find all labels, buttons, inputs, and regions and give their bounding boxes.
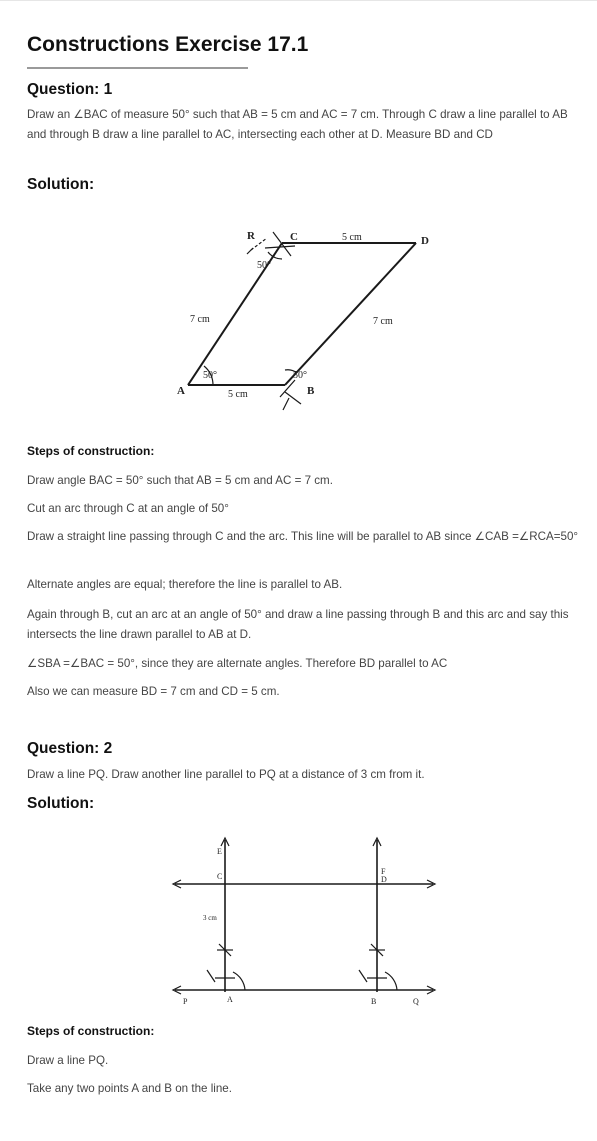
question-2-heading: Question: 2 <box>27 740 113 757</box>
steps-2-heading: Steps of construction: <box>27 1024 155 1038</box>
line-bd <box>285 243 416 385</box>
label-b: B <box>307 385 315 397</box>
solution-1-heading: Solution: <box>27 176 95 193</box>
solution-2-heading: Solution: <box>27 795 95 812</box>
question-1-heading: Question: 1 <box>27 81 113 98</box>
label-distance: 3 cm <box>203 914 217 922</box>
arc-mark-b1 <box>359 970 367 982</box>
label-bottom-length: 5 cm <box>228 389 248 400</box>
label-q: Q <box>413 997 419 1006</box>
label-b: B <box>371 997 377 1006</box>
arc-mark-a1 <box>207 970 215 982</box>
title-underline <box>27 67 248 69</box>
label-top-length: 5 cm <box>342 232 362 243</box>
label-d: D <box>421 235 429 247</box>
steps-1-heading: Steps of construction: <box>27 444 155 458</box>
label-p: P <box>183 997 188 1006</box>
label-right-length: 7 cm <box>373 316 393 327</box>
arc-b <box>385 972 397 990</box>
step-1-1: Draw angle BAC = 50° such that AB = 5 cm and AC = 7 cm. <box>27 474 333 487</box>
step-1-2: Cut an arc through C at an angle of 50° <box>27 502 229 515</box>
label-angle-a: 50° <box>203 370 217 381</box>
question-2-text: Draw a line PQ. Draw another line parallel to PQ at a distance of 3 cm from it. <box>27 768 425 781</box>
question-1-text: Draw an ∠BAC of measure 50° such that AB = 5 cm and AC = 7 cm. Through C draw a line parallel to AB and through B draw a line parallel to AC, intersecting each other at D. Measure BD and CD <box>27 108 568 141</box>
label-c: C <box>290 231 298 243</box>
arrow-r <box>247 248 253 254</box>
label-f: F <box>381 867 386 876</box>
step-2-1: Draw a line PQ. <box>27 1054 109 1067</box>
label-c: C <box>217 872 223 881</box>
label-angle-b: 50° <box>293 370 307 381</box>
step-1-5: Again through B, cut an arc at an angle of 50° and draw a line passing through B and this arc and say this intersects the line drawn parallel to AB at D. <box>27 608 569 641</box>
top-divider <box>0 0 597 1</box>
step-1-3: Draw a straight line passing through C and the arc. This line will be parallel to AB since ∠CAB =∠RCA=50° <box>27 530 579 543</box>
label-a: A <box>177 385 185 397</box>
label-angle-c: 50° <box>257 260 271 271</box>
step-1-7: Also we can measure BD = 7 cm and CD = 5 cm. <box>27 685 280 698</box>
arc-a <box>233 972 245 990</box>
parallelogram-figure <box>165 222 450 418</box>
page-title: Constructions Exercise 17.1 <box>27 33 309 56</box>
step-1-4: Alternate angles are equal; therefore the line is parallel to AB. <box>27 578 343 591</box>
ray-bs <box>283 398 289 410</box>
label-left-length: 7 cm <box>190 314 210 325</box>
parallel-lines-figure <box>165 832 440 1007</box>
label-e: E <box>217 847 222 856</box>
step-1-6: ∠SBA =∠BAC = 50°, since they are alternate angles. Therefore BD parallel to AC <box>27 657 448 670</box>
label-r: R <box>247 230 255 242</box>
label-d: D <box>381 875 387 884</box>
step-2-2: Take any two points A and B on the line. <box>27 1082 232 1095</box>
label-a: A <box>227 995 233 1004</box>
